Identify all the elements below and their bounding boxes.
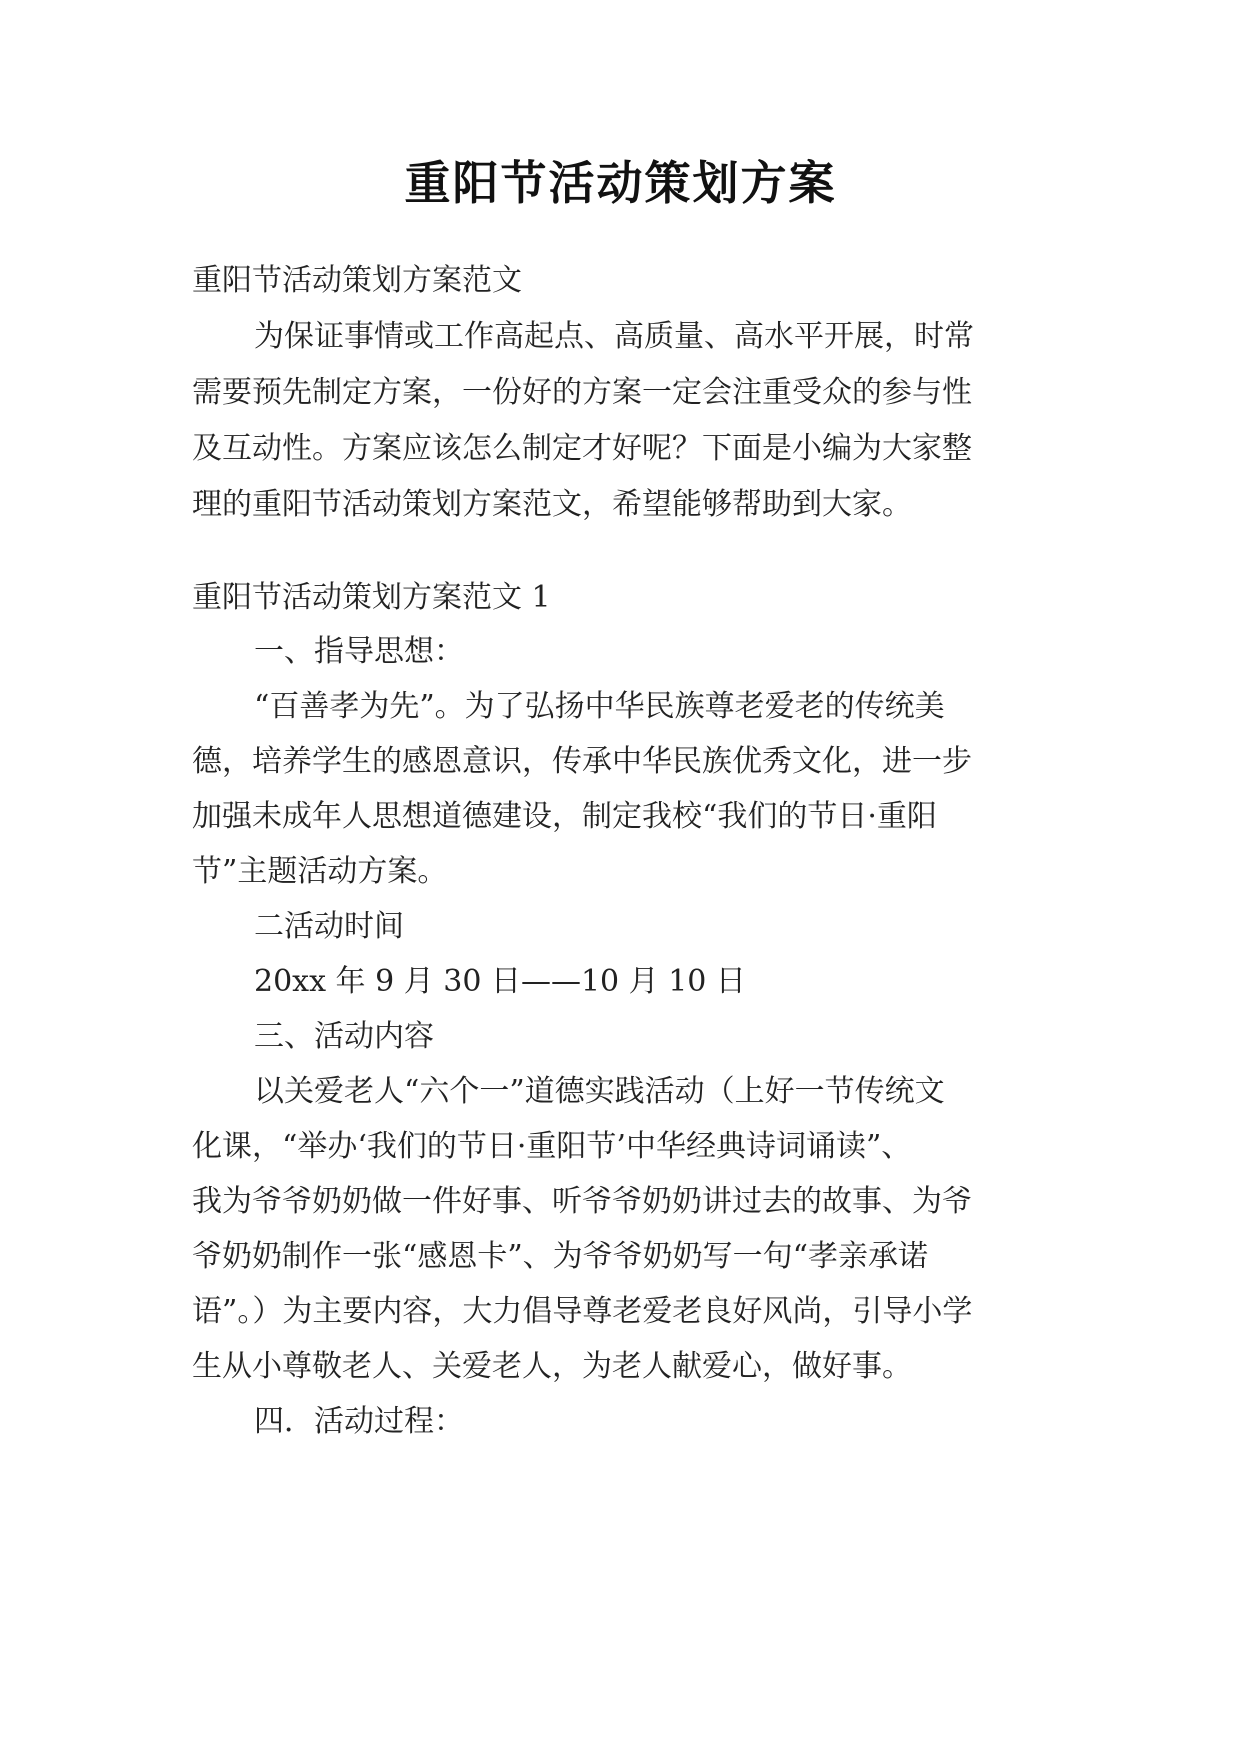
- paragraph-line: 为保证事情或工作高起点、高质量、高水平开展，时常: [254, 319, 974, 354]
- document-title: 重阳节活动策划方案: [404, 156, 837, 210]
- subsection-heading: 二活动时间: [254, 909, 404, 944]
- paragraph-line: 爷奶奶制作一张“感恩卡”、为爷爷奶奶写一句“孝亲承诺: [192, 1239, 929, 1274]
- paragraph-line: 理的重阳节活动策划方案范文，希望能够帮助到大家。: [192, 487, 912, 522]
- subsection-heading: 三、活动内容: [254, 1019, 434, 1054]
- paragraph-line: 化课，“举办‘我们的节日·重阳节’中华经典诗词诵读”、: [192, 1129, 912, 1164]
- section-heading: 重阳节活动策划方案范文: [192, 263, 522, 298]
- section-heading: 重阳节活动策划方案范文 1: [192, 580, 551, 615]
- paragraph-line: 需要预先制定方案，一份好的方案一定会注重受众的参与性: [192, 375, 972, 410]
- paragraph-line: 语”。）为主要内容，大力倡导尊老爱老良好风尚，引导小学: [192, 1294, 973, 1329]
- paragraph-line: 我为爷爷奶奶做一件好事、听爷爷奶奶讲过去的故事、为爷: [192, 1184, 972, 1219]
- paragraph-line: 德，培养学生的感恩意识，传承中华民族优秀文化，进一步: [192, 744, 972, 779]
- paragraph-line: 加强未成年人思想道德建设，制定我校“我们的节日·重阳: [192, 799, 937, 834]
- subsection-heading: 一、指导思想：: [254, 634, 464, 669]
- paragraph-line: 节”主题活动方案。: [192, 854, 448, 889]
- paragraph-line: 以关爱老人“六个一”道德实践活动（上好一节传统文: [254, 1074, 945, 1109]
- paragraph-line: “百善孝为先”。为了弘扬中华民族尊老爱老的传统美: [254, 689, 945, 724]
- paragraph-line: 及互动性。方案应该怎么制定才好呢？下面是小编为大家整: [192, 431, 972, 466]
- subsection-heading: 四．活动过程：: [254, 1404, 464, 1439]
- paragraph-line: 生从小尊敬老人、关爱老人，为老人献爱心，做好事。: [192, 1349, 912, 1384]
- paragraph-line: 20xx 年 9 月 30 日——10 月 10 日: [254, 964, 746, 999]
